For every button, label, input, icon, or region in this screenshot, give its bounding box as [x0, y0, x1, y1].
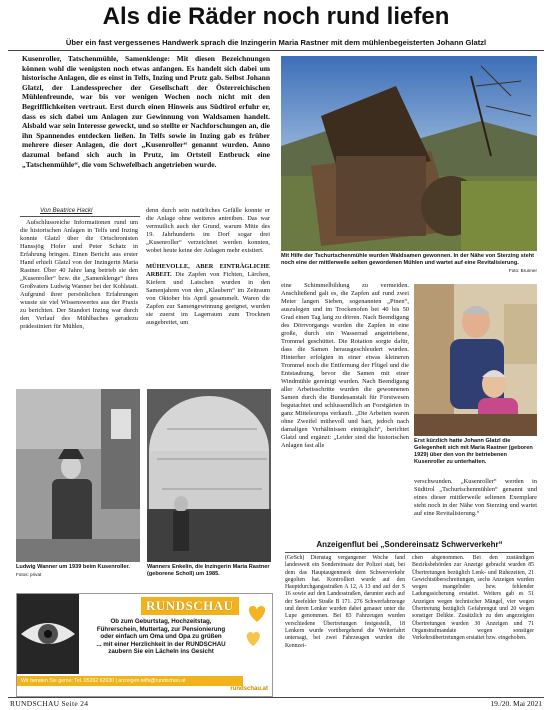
police-box [282, 539, 537, 696]
mill-caption [281, 253, 537, 274]
author-byline: Von Beatrice Hackl [40, 207, 93, 214]
ad-line-5: zaubern Sie ein Lächeln ins Gesicht [108, 648, 214, 656]
footer-left: RUNDSCHAU Seite 24 [10, 699, 89, 708]
wanner-caption-text: Ludwig Wanner um 1939 beim Kusenroller. [16, 564, 130, 570]
ad-url[interactable]: rundschau.at [230, 686, 268, 692]
ad-brand-logo: RUNDSCHAU [141, 597, 239, 615]
wanner-photo-credit: Fotos: privat [16, 572, 42, 577]
subheadline: Über ein fast vergessenes Handwerk sprach die Inzingerin Maria Rastner mit dem mühlenbegeisterten Johann Glatzl [65, 38, 487, 47]
police-box-col-2-text: chen abgenommen. Bei den zuständigen Bezirksbehörden zur Anzeige gebracht wurden 85 Übertretungen bezüglich Lenk- und Ruhezeiten, 21 Gewichtsüberschreitungen, sechs Anzeigen wurden wegen mangelnder bzw. fehlender Ladungssicherung erstattet. Weiters gab es 51 Anzeigen wegen technischer Mängel, vier wegen Übertretung bezüglich Gefahrengut und 20 wegen sonstiger Delikte. Zusätzlich zu den angezeigten Übertretungen wurden 30 Anzeigen und 71 Organstrafmandate wegen sonstiger Verkehrsübertretungen erstattet bzw. eingehoben. [412, 555, 534, 642]
enkelin-photo [147, 389, 271, 562]
wanner-photo [16, 389, 140, 562]
police-box-title: Anzeigenflut bei „Sondereinsatz Schwerverkehr“ [316, 540, 503, 549]
column-1 [20, 219, 138, 331]
ad-copy [79, 618, 243, 656]
ad-line-4: ... mit einer Herzlichkeit in der RUNDSCHAU [96, 640, 226, 648]
rundschau-ad[interactable] [16, 593, 273, 697]
column-2-text: denn durch sein natürliches Gefälle konnte er die Anlage ohne weiteres antreiben. Das war vermutlich auch der Grund, warum Mitte des 19. Jahrhunderts im Dorf sogar drei „Kusenroller“ verzeichnet werden konnten, wobei heute keine der Anlagen mehr existiert. [146, 207, 270, 254]
police-box-rule [285, 552, 534, 553]
enkelin-caption: Wanners Enkelin, die Inzingerin Maria Rastner (geborene Scholl) um 1985. [147, 564, 270, 577]
column-2 [146, 207, 270, 327]
headline-rule [8, 50, 544, 51]
column-2-subhead: MÜHEVOLLE, ABER EINTRÄGLICHE ARBEIT. [146, 263, 270, 278]
wanner-caption [16, 564, 140, 579]
police-box-col-1 [285, 555, 405, 650]
ad-eye-image [17, 594, 79, 674]
couple-caption: Erst kürzlich hatte Johann Glatzl die Gelegenheit sich mit Maria Rastner (geboren 1929) über den von ihr betriebenen Kusenroller zu unterhalten. [414, 438, 533, 465]
author-rule [20, 216, 140, 217]
ad-contact-bar[interactable]: Wir beraten Sie gerne: Tel. 05262 62630 | anzeigen.telfs@rundschau.at [17, 676, 243, 686]
column-2-text-2: Die Zapfen von Fichten, Lärchen, Kiefern und Latschen wurden in den Samenjahren von den „Klaubern“ im Zeitraum von Oktober bis April gesammelt. Waren die Zapfen zur Samengewinnung geeignet, wurden sie zuerst im Lagerraum zum Trocknen ausgebreitet, um [146, 271, 270, 326]
ad-hearts [243, 604, 271, 664]
ad-line-3: oder einfach um Oma und Opa zu grüßen [100, 633, 222, 641]
footer-right: 19./20. Mai 2021 [490, 699, 542, 708]
mill-caption-text: Mit Hilfe der Tschurtschenmühle wurden Waldsamen gewonnen. In der Nähe von Sterzing steht noch eine der mittlerweile selten gewordenen Mühlen und wartet auf eine Revitalisierung. [281, 253, 534, 266]
column-4 [414, 478, 537, 518]
mill-photo-credit: Foto: Brunner [508, 268, 537, 273]
column-4-text: verschwunden. „Kusenroller“ werden in Südtirol „Tschurtschenmühlen“ genannt und eines dieser mittlerweile seltenen Exemplare steht noch in der Nähe von Sterzing und wartet auf eine Revitalisierung.“ [414, 478, 537, 517]
police-box-col-1-text: (GeSch) Dienstag vergangener Woche fand landesweit ein Sondereinsatz der Polizei statt, bei dem das Hauptaugenmerk dem Schwerverkehr gegolten hat. Kontrolliert wurde auf den Hauptdurchgangsstraßen A 12, A 13 und auf der S 16 sowie auf den Landesstraßen, darunter auch auf der Seefelder Straße B 171. 276 Schwerfahrzeuge und deren Lenker wurden dabei genauer unter die Lupe genommen. Bei 83 Fahrzeugen wurden verschiedene Übertretungen festgestellt, 18 Lenkern wurde vorübergehend die Weiterfahrt untersagt, bei zwei Fahrzeugen wurden die Kennzei- [285, 555, 405, 649]
police-box-col-2 [412, 555, 534, 643]
couple-photo [414, 284, 537, 436]
column-1-text: Aufschlussreiche Informationen rund um die historischen Anlagen in Telfs und Inzing konnte Glatzl über die Ortschronisten Hanssjög Hofer und Peter Schatz in Erfahrung bringen. Einen Bericht aus erster Hand erhielt Glatzl von der Inzingerin Maria Rastner. Über 40 Jahre lang betrieb sie den „Kusenroller“ bzw. die „Samenklenge“ ihres Großvaters Ludwig Wanner bei der Kohlstatt. Aufgrund ihrer persönlichen Erfahrungen wusste sie viel Wissenswertes aus der Praxis zu berichten. Der Standort Inzing war durch den Verlauf des Mühlbaches geradezu prädestiniert für Mühlen, [20, 219, 138, 330]
mill-photo [281, 56, 537, 251]
column-3 [281, 282, 409, 450]
headline: Als die Räder noch rund liefen [102, 3, 450, 30]
footer-rule [8, 697, 544, 698]
ad-line-2: Führerschein, Muttertag, zur Pensionierung [96, 625, 226, 633]
ad-line-1: Ob zum Geburtstag, Hochzeitstag, [110, 618, 212, 625]
lead-paragraph: Kusenroller, Tatschenmühle, Samenklenge: Mit diesen Bezeichnungen können wohl die wenigsten noch etwas anfangen. Es handelt sich dabei um historische Anlagen, die es einst in Telfs, Inzing und Prutz gab. Selbst Johann Glatzl, der Landessprecher der Gesellschaft der Österreichischen Mühlenfreunde, war bis vor wenigen Wochen noch nicht mit den Begrifflichkeiten vertraut. Erst durch einen Hinweis aus Südtirol erfuhr er, dass es sich dabei um Anlagen zur Gewinnung von Waldsamen handelt. Alsbald war sein Interesse geweckt, und so stellte er Nachforschungen an, die ihn Spannendes entdecken ließen. In Telfs sowie in Inzing gab es früher mehrere dieser Anlagen, die dort „Kusenroller“ genannt wurden. Anno dazumal befand sich auch in Prutz, im Ortsteil Entbruck eine „Tatschenmühle“, die vom Schwefelbach angetrieben wurde. [22, 54, 270, 169]
column-3-text: eine Schimmelbildung zu vermeiden. Anschließend galt es, die Zapfen auf rund zwei Meter langen Sieben, sogenannten „Pinen“, auszulegen und im Trockenofen bei 40 bis 50 Grad einen Tag lang zu dörren. Nach Beendigung des Dörrvorgangs wurden die Zapfen in eine große, durch ein Wasserrad angetriebene, Trommel geschüttet. Die Rotation sorgte dafür, dass die Samen herausgeschleudert wurden. Hinterher erfolgten in einer etwas kleineren Trommel noch die Entfernung der Flügel und die Entstaubung, bevor die Samen mit einer Windmühle gereinigt wurden. Nach Beendigung aller Arbeitsschritte wurden die gewonnenen Samen durch die Bundesanstalt für Forstwesen begutachtet und schlussendlich an Forstgärten in ganz Mitteleuropa verkauft. „Die Arbeiten waren ohne Zweifel mühevoll und hart, jedoch nach damaligen Verhältnissen einträglich“, berichtet Glatzl und ergänzt: „Leider sind die historischen Anlagen fast alle [281, 282, 409, 449]
